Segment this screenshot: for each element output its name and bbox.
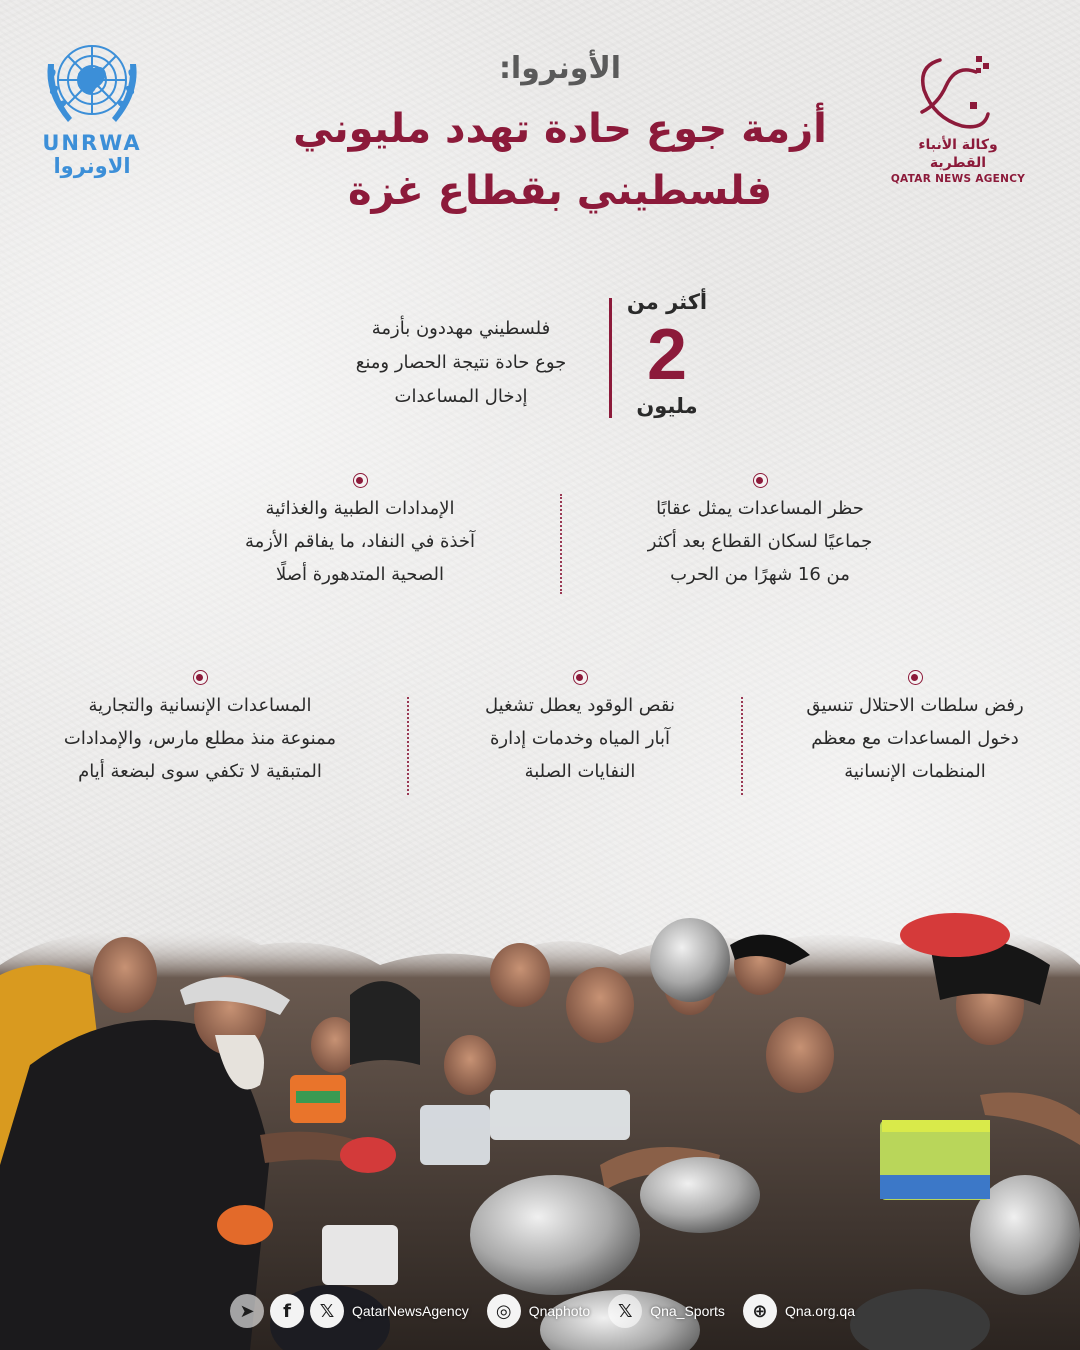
dotted-divider xyxy=(407,697,409,795)
point-line: من 16 شهرًا من الحرب xyxy=(670,564,850,585)
point-line: رفض سلطات الاحتلال تنسيق xyxy=(806,695,1024,716)
telegram-icon[interactable]: ➤ xyxy=(230,1294,264,1328)
bullet-dot-icon xyxy=(753,473,768,488)
dotted-divider xyxy=(741,697,743,795)
bullet-dot-icon xyxy=(353,473,368,488)
point-line: الصحية المتدهورة أصلًا xyxy=(276,564,444,585)
stat-line: إدخال المساعدات xyxy=(394,386,528,407)
instagram-icon[interactable]: ◎ xyxy=(487,1294,521,1328)
point-line: آخذة في النفاد، ما يفاقم الأزمة xyxy=(244,531,476,552)
stat-prefix: أكثر من xyxy=(626,290,708,314)
social-handle-instagram[interactable]: Qnaphoto xyxy=(528,1303,591,1319)
stat-line: جوع حادة نتيجة الحصار ومنع xyxy=(355,352,567,373)
bullet-dot-icon xyxy=(573,670,588,685)
point-1 xyxy=(600,473,920,591)
facebook-icon[interactable]: f xyxy=(270,1294,304,1328)
qna-logo xyxy=(890,52,1026,185)
point-line: الإمدادات الطبية والغذائية xyxy=(265,498,455,519)
website-link[interactable]: Qna.org.qa xyxy=(784,1303,855,1319)
bullet-dot-icon xyxy=(908,670,923,685)
x-sports-icon[interactable]: 𝕏 xyxy=(608,1294,642,1328)
stat-description xyxy=(330,312,592,414)
unrwa-name-en: UNRWA xyxy=(42,131,142,155)
social-handle-x-sports[interactable]: Qna_Sports xyxy=(650,1303,725,1319)
point-5 xyxy=(20,670,380,788)
point-line: ممنوعة منذ مطلع مارس، والإمدادات xyxy=(63,728,337,749)
stat-divider xyxy=(609,298,612,418)
point-line: المساعدات الإنسانية والتجارية xyxy=(88,695,312,716)
headline-line-1: أزمة جوع حادة تهدد مليوني xyxy=(293,106,827,152)
point-line: المنظمات الإنسانية xyxy=(844,761,986,782)
qna-emblem-icon xyxy=(910,52,1006,130)
crowd-photo xyxy=(0,905,1080,1350)
dotted-divider xyxy=(560,494,562,594)
title-block xyxy=(270,48,850,222)
x-icon[interactable]: 𝕏 xyxy=(310,1294,344,1328)
stat-figure xyxy=(622,288,712,418)
point-line: آبار المياه وخدمات إدارة xyxy=(489,728,671,749)
title-kicker: الأونروا: xyxy=(498,51,622,86)
point-line: حظر المساعدات يمثل عقابًا xyxy=(656,498,864,519)
point-2 xyxy=(200,473,520,591)
stat-number: 2 xyxy=(646,315,688,395)
globe-icon[interactable]: ⊕ xyxy=(743,1294,777,1328)
point-line: نقص الوقود يعطل تشغيل xyxy=(485,695,675,716)
stat-line: فلسطيني مهددون بأزمة xyxy=(371,318,551,339)
social-handle-x[interactable]: QatarNewsAgency xyxy=(352,1303,469,1319)
qna-name-en: QATAR NEWS AGENCY xyxy=(890,173,1026,185)
qna-name-ar: وكالة الأنباء القطرية xyxy=(918,137,998,171)
crowd-photo-illustration xyxy=(0,905,1080,1350)
point-line: المتبقية لا تكفي سوى لبضعة أيام xyxy=(78,761,322,782)
unrwa-logo xyxy=(36,34,148,182)
point-4 xyxy=(430,670,730,788)
headline-line-2: فلسطيني بقطاع غزة xyxy=(347,168,773,214)
point-3 xyxy=(760,670,1070,788)
bullet-dot-icon xyxy=(193,670,208,685)
social-links xyxy=(230,1293,867,1329)
key-stat xyxy=(330,288,730,428)
point-line: النفايات الصلبة xyxy=(524,761,636,782)
point-line: جماعيًا لسكان القطاع بعد أكثر xyxy=(647,531,873,552)
unrwa-name-ar: الاونروا xyxy=(53,154,131,178)
point-line: دخول المساعدات مع معظم xyxy=(811,728,1019,749)
un-emblem-icon xyxy=(38,34,146,134)
stat-suffix: مليون xyxy=(636,394,698,418)
